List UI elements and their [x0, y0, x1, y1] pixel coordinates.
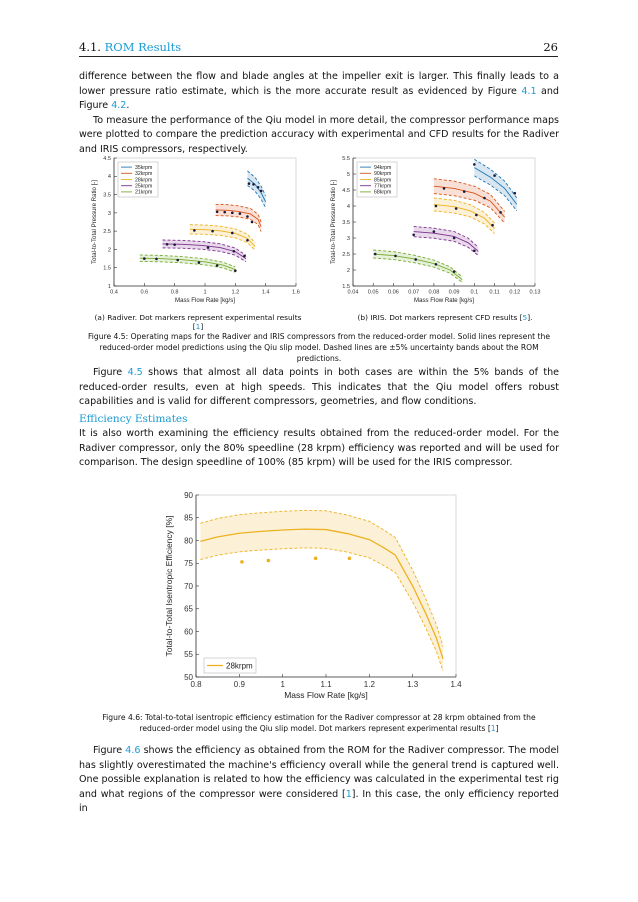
body-paragraph-1	[79, 70, 559, 158]
legend-label: 28krpm	[226, 661, 253, 671]
caption-line-2: reduced-order model predictions using the Qiu slip model. Dashed lines are ±5% uncertainty bands about the ROM predictions.	[99, 343, 539, 363]
x-tick-label: 1.4	[450, 680, 462, 689]
y-tick-label: 85	[184, 513, 193, 523]
para5-text: Figure	[93, 745, 126, 756]
x-tick-label: 0.13	[529, 289, 541, 296]
y-tick-label: 3	[107, 210, 111, 217]
x-axis-label: Mass Flow Rate [kg/s]	[175, 297, 235, 305]
x-tick-label: 1.2	[363, 680, 375, 689]
legend-label: 94krpm	[374, 164, 392, 171]
y-tick-label: 2.5	[342, 251, 350, 258]
y-tick-label: 5.5	[342, 155, 350, 162]
x-tick-label: 1.2	[231, 289, 240, 296]
data-point	[216, 264, 219, 267]
data-point	[243, 255, 246, 258]
y-tick-label: 4	[346, 203, 350, 210]
body-paragraph-5	[79, 744, 559, 817]
y-tick-label: 65	[184, 604, 193, 614]
figure-ref-link[interactable]: 4.1	[521, 85, 537, 97]
data-point	[314, 556, 318, 560]
legend-label: 90krpm	[374, 171, 392, 178]
data-point	[155, 258, 158, 261]
body-paragraph-4: It is also worth examining the efficiency results obtained from the reduced-order model. For the Radiver compressor, only the 80% speedline (28 krpm) efficiency was reported and will be used for comparison. The design speedline of 100% (85 krpm) will be used for the IRIS compressor.	[79, 428, 559, 469]
data-point	[435, 263, 438, 266]
data-point	[166, 243, 169, 246]
data-point	[193, 229, 196, 232]
x-tick-label: 0.04	[347, 289, 359, 296]
uncertainty-band	[414, 226, 479, 255]
body-paragraph-2: To measure the performance of the Qiu model in more detail, the compressor performance maps were plotted to compare the prediction accuracy with experimental and CFD results for the Radiver and IRIS compressors, respectively.	[79, 114, 559, 155]
legend-label: 32krpm	[135, 171, 153, 178]
para3-text: Figure	[93, 367, 128, 378]
y-tick-label: 1	[107, 283, 111, 290]
chart-iris-map	[325, 148, 555, 308]
para1-text-3: .	[126, 100, 130, 112]
data-point	[223, 211, 226, 214]
data-point	[414, 258, 417, 261]
y-tick-label: 1.5	[342, 283, 350, 290]
x-tick-label: 0.05	[367, 289, 379, 296]
subcaption-b	[340, 313, 550, 322]
x-tick-label: 1.4	[261, 289, 270, 296]
data-point	[252, 183, 255, 186]
data-point	[246, 239, 249, 242]
data-point	[475, 214, 478, 217]
x-tick-label: 0.12	[509, 289, 521, 296]
y-tick-label: 5	[346, 171, 350, 178]
para1-text-2: and Figure	[79, 85, 559, 112]
data-point	[463, 190, 466, 193]
caption-line-1: Figure 4.5: Operating maps for the Radiver and IRIS compressors from the reduced-order model. Solid lines represent the	[87, 332, 551, 341]
figure-4-6-caption	[90, 712, 548, 734]
chart-radiver-efficiency	[158, 485, 478, 707]
y-tick-label: 70	[184, 581, 193, 591]
legend-label: 85krpm	[374, 177, 392, 184]
para1-line1: difference between the flow and blade angles at the impeller exit is larger. This finally leads to a lower	[79, 71, 559, 97]
y-tick-label: 55	[184, 650, 193, 660]
section-number: 4.1.	[79, 40, 101, 54]
x-tick-label: 1	[280, 680, 285, 689]
y-tick-label: 1.5	[103, 265, 111, 272]
data-point	[240, 560, 244, 564]
x-tick-label: 1.3	[407, 680, 419, 689]
y-tick-label: 2.5	[103, 229, 111, 236]
section-heading: Efficiency Estimates	[79, 413, 188, 425]
y-tick-label: 80	[184, 536, 193, 546]
data-point	[453, 237, 456, 240]
data-point	[248, 182, 251, 185]
x-axis-label: Mass Flow Rate [kg/s]	[284, 690, 368, 700]
uncertainty-band	[200, 510, 443, 671]
data-point	[251, 221, 254, 224]
y-tick-label: 4	[107, 174, 111, 181]
data-point	[435, 205, 438, 208]
x-tick-label: 0.8	[190, 680, 202, 689]
data-point	[216, 210, 219, 213]
chart-radiver-map	[86, 148, 306, 308]
para1-text: pressure ratio estimate, which is the more accurate result as evidenced by Figure	[109, 85, 522, 97]
legend-label: 35krpm	[135, 164, 153, 171]
para5-text-2: shows the efficiency as obtained from the ROM for the Radiver compressor. The model has slightly overestimated the machine's efficiency overall while the general trend is captured well. One possible explanation is related to how the efficiency was calculated in the experimental test rig and what regions of the compressor were considered [	[79, 745, 559, 800]
figure-ref-link[interactable]: 4.6	[125, 745, 141, 756]
data-point	[143, 257, 146, 260]
subcaption-a-text: (a) Radiver. Dot markers represent experimental results [	[94, 313, 302, 331]
page-number: 26	[543, 40, 558, 54]
y-axis-label: Total-to-Total Pressure Ratio [-]	[330, 180, 337, 264]
y-tick-label: 2	[346, 267, 350, 274]
body-paragraph-3	[79, 366, 559, 410]
data-point	[207, 246, 210, 249]
x-tick-label: 0.1	[470, 289, 479, 296]
data-point	[198, 261, 201, 264]
data-point	[211, 230, 214, 233]
figure-ref-link[interactable]: 4.2	[111, 100, 127, 112]
data-point	[239, 212, 242, 215]
y-tick-label: 2	[107, 247, 111, 254]
legend-label: 28krpm	[135, 177, 153, 184]
figure-4-5-caption	[79, 331, 559, 364]
legend-label: 25krpm	[135, 183, 153, 190]
x-tick-label: 1.1	[320, 680, 332, 689]
data-point	[513, 192, 516, 195]
x-tick-label: 0.8	[170, 289, 179, 296]
x-tick-label: 1	[203, 289, 207, 296]
data-point	[173, 243, 176, 246]
citation-link[interactable]: 5	[522, 313, 528, 322]
subcaption-a-end: ]	[200, 322, 204, 331]
x-tick-label: 0.07	[408, 289, 420, 296]
data-point	[233, 250, 236, 253]
data-point	[483, 197, 486, 200]
x-tick-label: 0.9	[233, 680, 245, 689]
data-point	[433, 230, 436, 233]
data-point	[499, 211, 502, 214]
section-title-link[interactable]: ROM Results	[104, 40, 182, 54]
x-tick-label: 1.6	[292, 289, 300, 296]
subcaption-b-end: ].	[527, 313, 533, 322]
x-tick-label: 0.06	[387, 289, 399, 296]
data-point	[231, 212, 234, 215]
x-tick-label: 0.08	[428, 289, 440, 296]
data-point	[412, 234, 415, 237]
x-tick-label: 0.4	[110, 289, 118, 296]
data-point	[443, 187, 446, 190]
data-point	[473, 163, 476, 166]
para3-text-2: shows that almost all data points in both cases are within the 5% bands of the reduced-order results, even at high speeds. This indicates that the Qiu model offers robust capabilities and is valid for different compressors, geometries, and flow conditions.	[79, 367, 559, 408]
x-tick-label: 0.6	[140, 289, 149, 296]
caption-end: ]	[495, 724, 499, 733]
para5-text-3: ]. In this case, the only efficiency reported in	[79, 788, 559, 815]
citation-link[interactable]: 1	[195, 322, 201, 331]
uncertainty-band	[247, 171, 265, 208]
running-head	[79, 40, 181, 54]
y-tick-label: 60	[184, 627, 193, 637]
data-point	[394, 255, 397, 258]
legend-label: 21krpm	[135, 189, 153, 196]
data-point	[234, 269, 237, 272]
y-tick-label: 75	[184, 559, 193, 569]
y-tick-label: 90	[184, 490, 193, 500]
caption-line-1: Figure 4.6: Total-to-total isentropic efficiency estimation for the Radiver compressor at 28 krpm obtained from the	[102, 713, 536, 722]
data-point	[267, 559, 271, 563]
y-axis-label: Total-to-Total Isentropic Efficiency [%]	[164, 515, 174, 657]
y-tick-label: 3.5	[103, 192, 111, 199]
data-point	[231, 232, 234, 235]
y-axis-label: Total-to-Total Pressure Ratio [-]	[91, 180, 98, 264]
y-tick-label: 3	[346, 235, 350, 242]
header-rule	[79, 56, 558, 57]
data-point	[491, 224, 494, 227]
data-point	[453, 270, 456, 273]
data-point	[260, 190, 263, 193]
citation-link[interactable]: 1	[490, 724, 496, 733]
data-point	[473, 250, 476, 253]
data-point	[246, 215, 249, 218]
y-tick-label: 50	[184, 672, 193, 682]
data-point	[374, 253, 377, 256]
citation-link[interactable]: 1	[345, 788, 352, 800]
legend-label: 77krpm	[374, 183, 392, 190]
legend-label: 68krpm	[374, 189, 392, 196]
data-point	[455, 207, 458, 210]
y-tick-label: 4.5	[103, 155, 111, 162]
x-axis-label: Mass Flow Rate [kg/s]	[414, 297, 474, 305]
page-header	[0, 0, 638, 60]
caption-line-2: reduced-order model using the Qiu slip model. Dot markers represent experimental results [	[139, 724, 491, 733]
data-point	[493, 174, 496, 177]
data-point	[257, 186, 260, 189]
data-point	[176, 259, 179, 262]
x-tick-label: 0.11	[489, 289, 500, 296]
y-tick-label: 4.5	[342, 187, 350, 194]
x-tick-label: 0.09	[448, 289, 460, 296]
data-point	[348, 556, 352, 560]
subcaption-a	[92, 313, 304, 331]
subcaption-b-text: (b) IRIS. Dot markers represent CFD results [	[357, 313, 523, 322]
y-tick-label: 3.5	[342, 219, 350, 226]
figure-ref-link[interactable]: 4.5	[127, 367, 143, 378]
